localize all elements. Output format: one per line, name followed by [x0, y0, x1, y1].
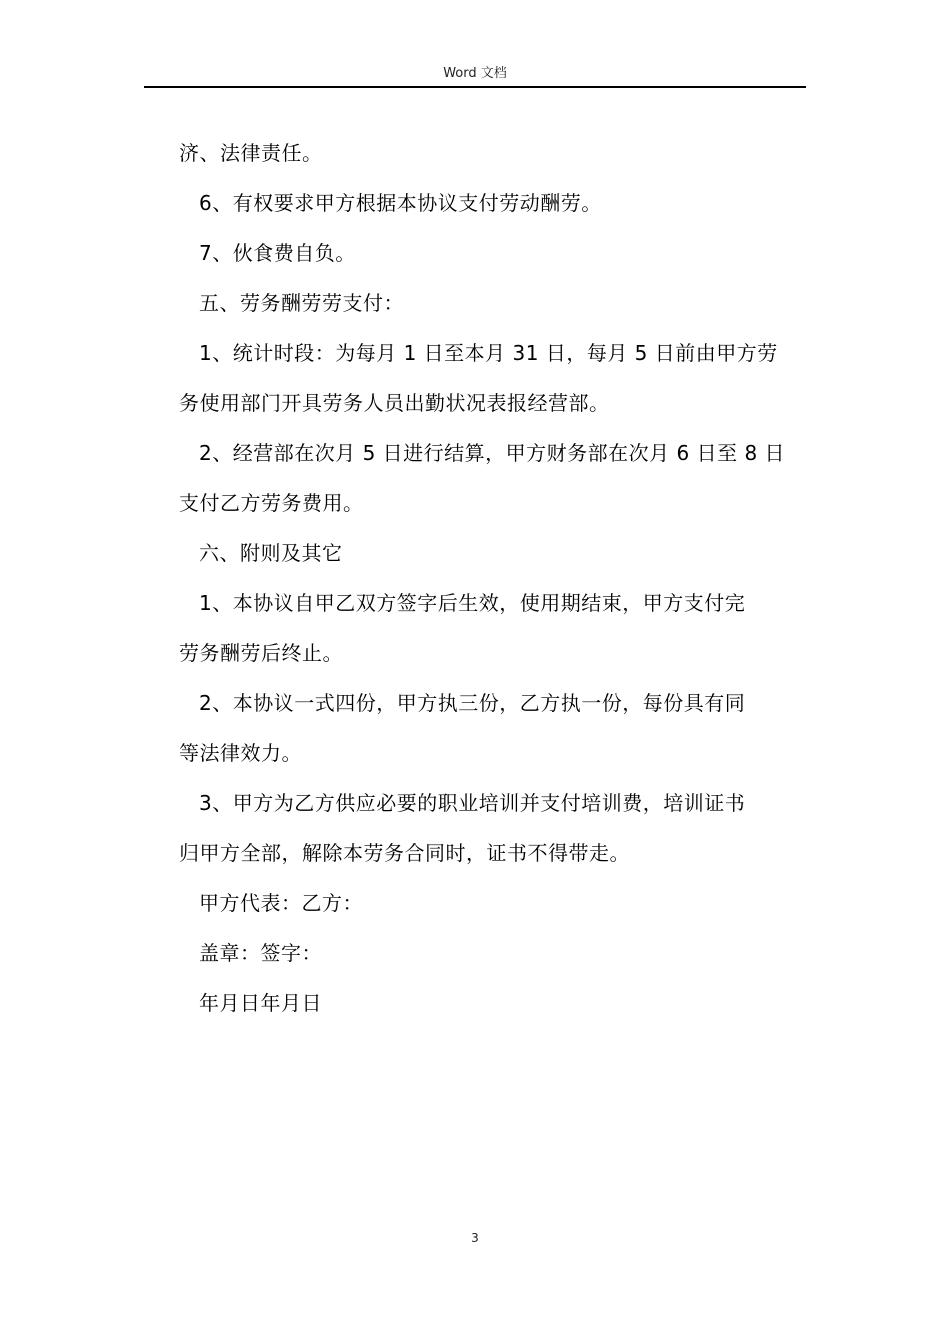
paragraph-line: 济、法律责任。 — [179, 141, 323, 165]
signature-line-seal: 盖章：签字： — [199, 941, 322, 965]
section-heading: 六、附则及其它 — [199, 541, 343, 565]
paragraph-line: 1、本协议自甲乙双方签字后生效，使用期结束，甲方支付完 — [199, 591, 746, 615]
paragraph-line: 6、有权要求甲方根据本协议支付劳动酬劳。 — [199, 191, 602, 215]
document-body — [179, 128, 809, 1028]
section-heading: 五、劳务酬劳劳支付： — [199, 291, 404, 315]
signature-line-date: 年月日年月日 — [199, 991, 322, 1015]
page-number: 3 — [471, 1231, 479, 1245]
paragraph-line: 2、经营部在次月 5 日进行结算，甲方财务部在次月 6 日至 8 日 — [199, 441, 786, 465]
paragraph-line: 1、统计时段：为每月 1 日至本月 31 日，每月 5 日前由甲方劳 — [199, 341, 778, 365]
signature-line-representative: 甲方代表：乙方： — [199, 891, 363, 915]
paragraph-line: 2、本协议一式四份，甲方执三份，乙方执一份，每份具有同 — [199, 691, 746, 715]
paragraph-line: 劳务酬劳后终止。 — [179, 641, 343, 665]
paragraph-line: 3、甲方为乙方供应必要的职业培训并支付培训费，培训证书 — [199, 791, 746, 815]
paragraph-line: 归甲方全部，解除本劳务合同时，证书不得带走。 — [179, 841, 630, 865]
paragraph-line: 7、伙食费自负。 — [199, 241, 356, 265]
page-header-title: Word 文档 — [443, 66, 507, 81]
paragraph-line: 等法律效力。 — [179, 741, 302, 765]
header-divider — [144, 86, 806, 88]
paragraph-line: 务使用部门开具劳务人员出勤状况表报经营部。 — [179, 391, 610, 415]
paragraph-line: 支付乙方劳务费用。 — [179, 491, 364, 515]
